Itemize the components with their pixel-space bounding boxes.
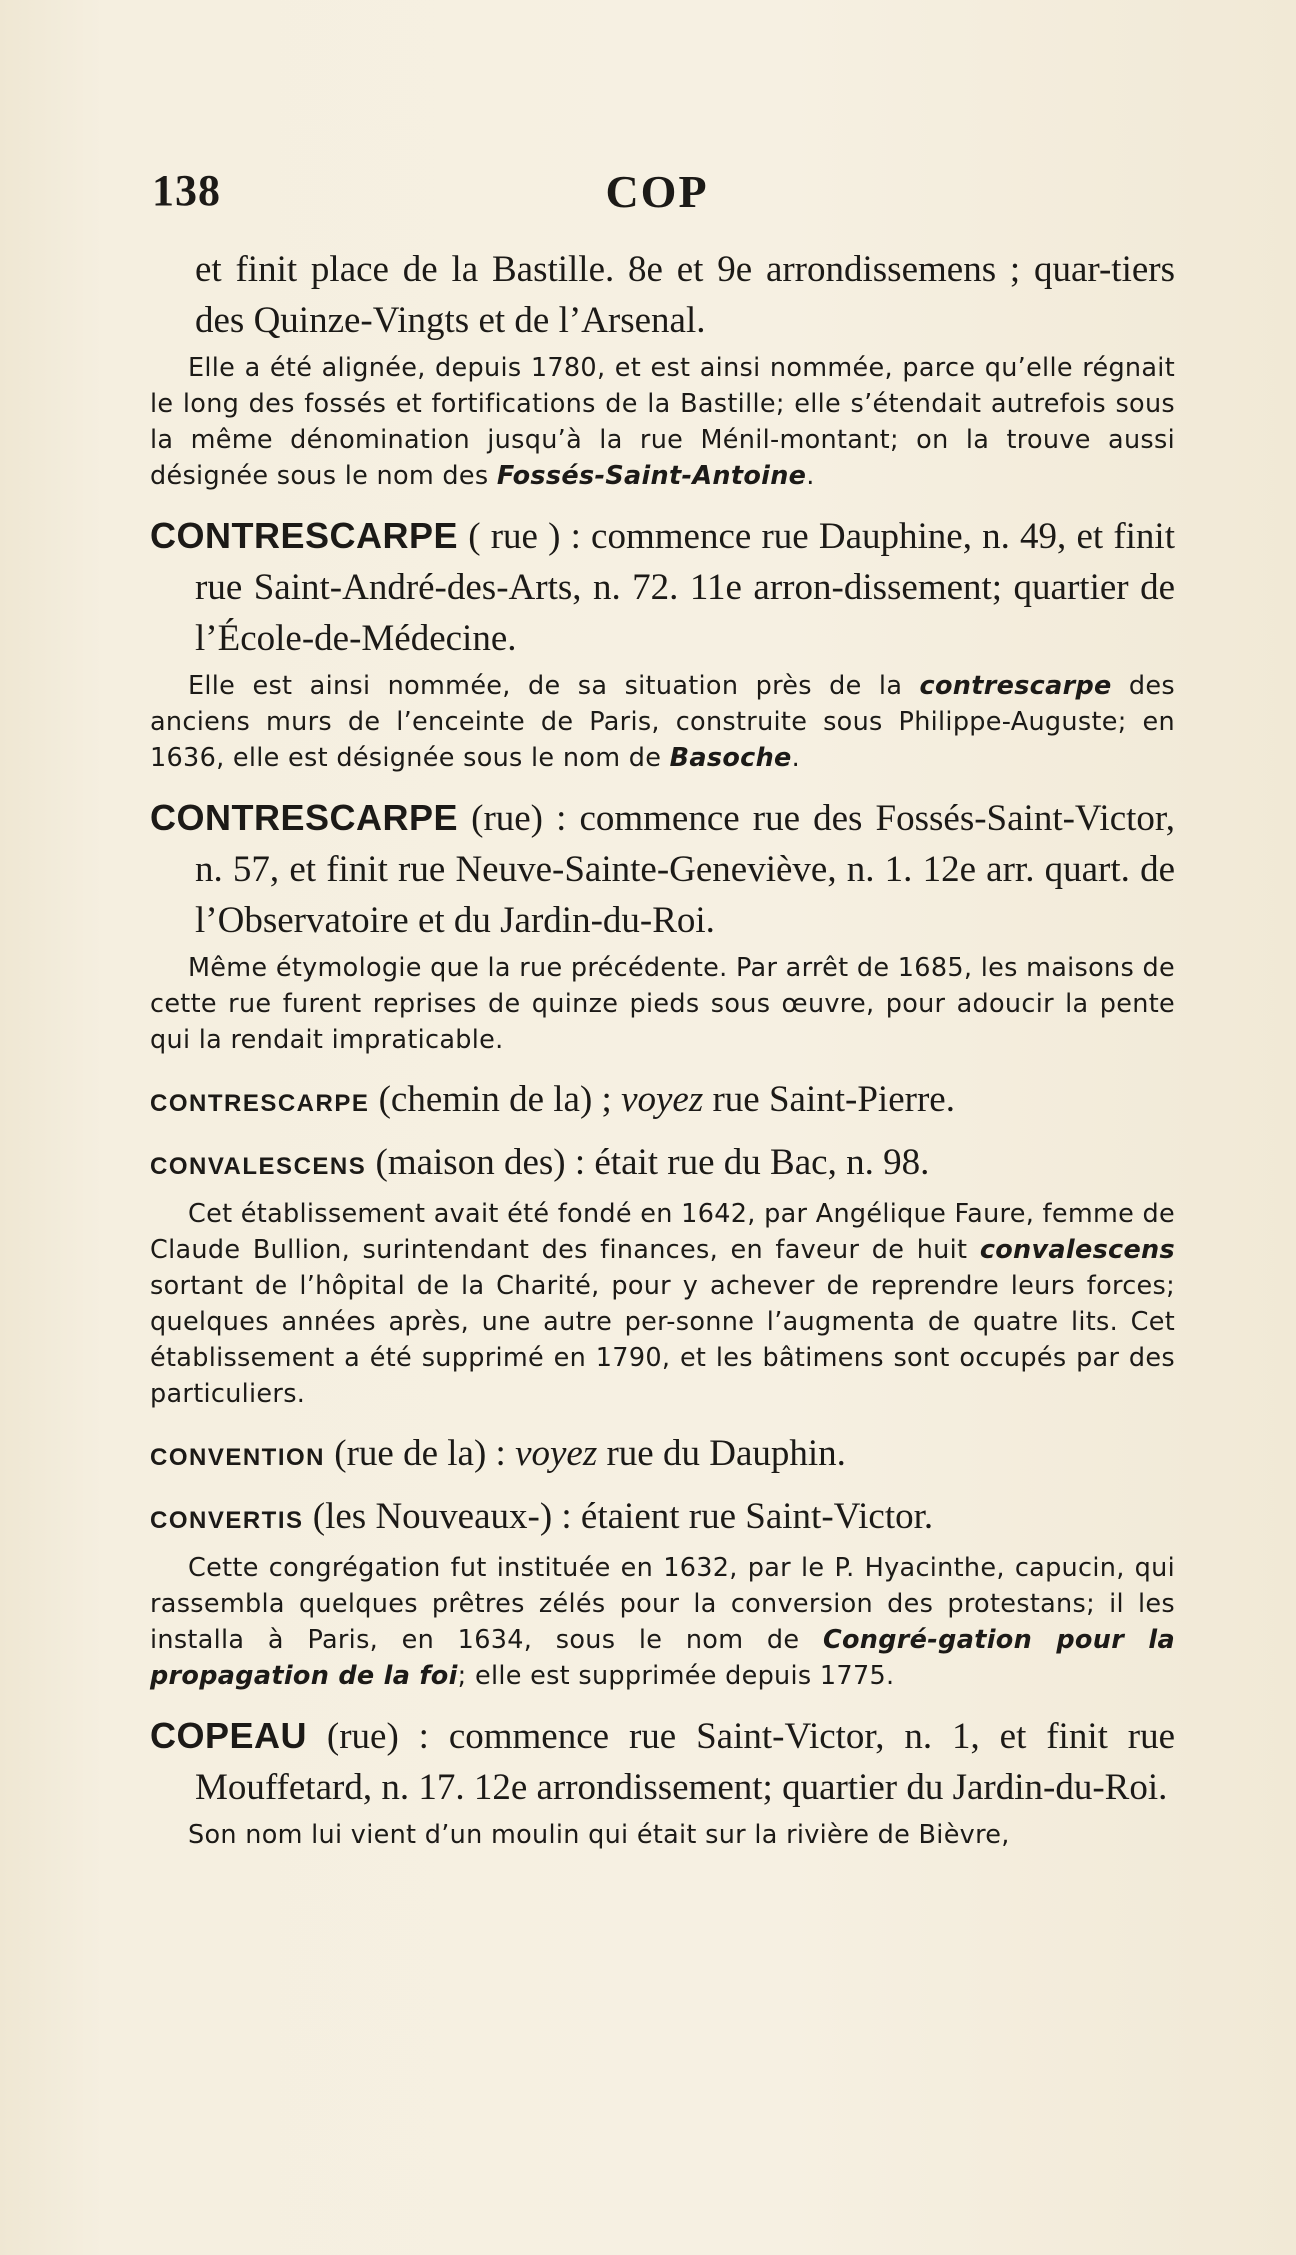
entry-text: et finit place de la Bastille. 8e et 9e arrondissemens ; quar-tiers des Quinze-Vingts et de l’Arsenal. [195, 249, 1175, 341]
page-number: 138 [152, 166, 221, 215]
entry-headword: CONVENTION [150, 1444, 326, 1471]
entry-contrescarpe-2 [150, 792, 1175, 946]
entry-convertis [150, 1491, 1175, 1546]
entry-contrescarpe-chemin [150, 1074, 1175, 1129]
entry-italic: voyez [621, 1079, 704, 1120]
entry-continuation [150, 244, 1175, 346]
note-italic: contrescarpe [919, 671, 1112, 701]
page-header [152, 165, 1162, 225]
entry-note [150, 1550, 1175, 1694]
note-text: ; elle est supprimée depuis 1775. [457, 1661, 895, 1691]
entry-note [150, 950, 1175, 1058]
entry-headword: CONTRESCARPE [150, 797, 459, 838]
entry-text: rue du Dauphin. [597, 1433, 846, 1474]
entry-text: (chemin de la) ; [369, 1079, 622, 1120]
entry-convention [150, 1428, 1175, 1483]
entry-copeau [150, 1710, 1175, 1813]
entry-headword: CONVALESCENS [150, 1153, 367, 1180]
note-text: Cette congrégation fut instituée en 1632, par le P. Hyacinthe, capucin, qui rassembla quelques prêtres zélés pour la conversion des protestans; il les installa à Paris, en 1634, sous le nom de [150, 1553, 1175, 1655]
entry-text: (maison des) : était rue du Bac, n. 98. [366, 1142, 930, 1183]
entry-text: ( rue ) : commence rue Dauphine, n. 49, et finit rue Saint-André-des-Arts, n. 72. 11e arron-dissement; quartier de l’École-de-Médecine. [195, 516, 1175, 659]
entry-headword: CONVERTIS [150, 1507, 304, 1534]
note-text: Même étymologie que la rue précédente. Par arrêt de 1685, les maisons de cette rue furent reprises de quinze pieds sous œuvre, pour adoucir la pente qui la rendait impraticable. [150, 953, 1175, 1055]
entry-text: (rue de la) : [325, 1433, 516, 1474]
entry-text: (les Nouveaux-) : étaient rue Saint-Victor. [303, 1496, 934, 1537]
entry-note [150, 668, 1175, 776]
entry-italic: voyez [515, 1433, 598, 1474]
entry-text: rue Saint-Pierre. [703, 1079, 955, 1120]
entry-note [150, 350, 1175, 494]
note-text: sortant de l’hôpital de la Charité, pour y achever de reprendre leurs forces; quelques années après, une autre per-sonne l’augmenta de quatre lits. Cet établissement a été supprimé en 1790, et les bâtimens sont occupés par des particuliers. [150, 1271, 1175, 1409]
note-text: Elle est ainsi nommée, de sa situation près de la [188, 671, 920, 701]
running-head: COP [605, 166, 709, 217]
note-text: des anciens murs de l’enceinte de Paris, construite sous Philippe-Auguste; en 1636, elle est désignée sous le nom de [150, 671, 1175, 773]
entry-text: (rue) : commence rue Saint-Victor, n. 1, et finit rue Mouffetard, n. 17. 12e arrondissement; quartier du Jardin-du-Roi. [195, 1716, 1175, 1808]
entry-headword: CONTRESCARPE [150, 515, 459, 556]
entry-note [150, 1817, 1175, 1853]
entry-note [150, 1196, 1175, 1412]
note-text: . [791, 743, 801, 773]
note-italic: Fossés-Saint-Antoine [496, 461, 807, 491]
note-text: . [806, 461, 815, 491]
entry-headword: CONTRESCARPE [150, 1090, 370, 1117]
note-italic: convalescens [979, 1235, 1175, 1265]
note-italic: Basoche [669, 743, 792, 773]
note-text: Elle a été alignée, depuis 1780, et est ainsi nommée, parce qu’elle régnait le long des fossés et fortifications de la Bastille; elle s’étendait autrefois sous la même dénomination jusqu’à la rue Ménil-montant; on la trouve aussi désignée sous le nom des [150, 353, 1175, 491]
note-text: Cet établissement avait été fondé en 1642, par Angélique Faure, femme de Claude Bullion, surintendant des finances, en faveur de huit [150, 1199, 1175, 1265]
page-body [150, 244, 1175, 1861]
entry-contrescarpe-1 [150, 510, 1175, 664]
entry-text: (rue) : commence rue des Fossés-Saint-Victor, n. 57, et finit rue Neuve-Sainte-Geneviève, n. 1. 12e arr. quart. de l’Observatoire et du Jardin-du-Roi. [195, 798, 1175, 941]
entry-convalescens [150, 1137, 1175, 1192]
entry-headword: COPEAU [150, 1715, 308, 1756]
note-italic: Congré-gation pour la propagation de la foi [150, 1625, 1175, 1691]
note-text: Son nom lui vient d’un moulin qui était sur la rivière de Bièvre, [188, 1820, 1010, 1850]
